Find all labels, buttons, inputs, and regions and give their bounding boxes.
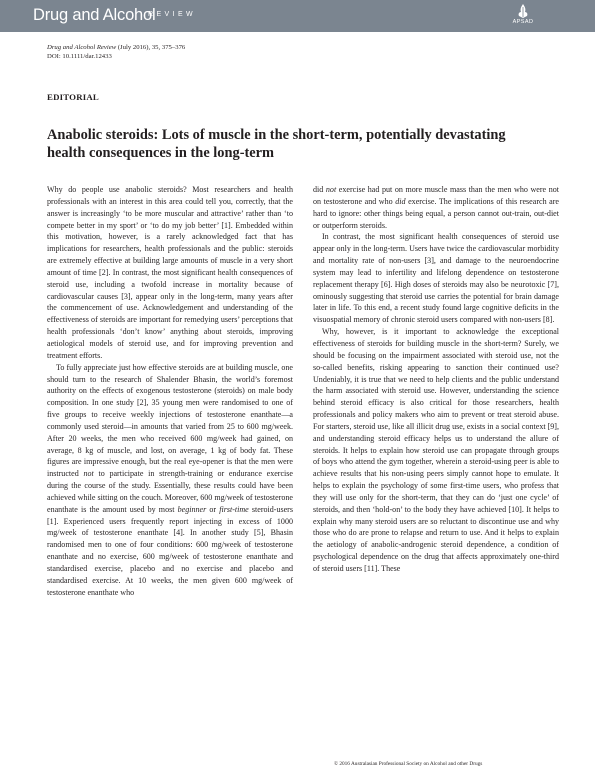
citation-issue: (July 2016), 35, 375–376 [116, 44, 186, 51]
text-run: did [313, 185, 326, 194]
emphasis: not [325, 185, 337, 194]
citation-doi: DOI: 10.1111/dar.12433 [47, 52, 112, 60]
society-logo-text: APSAD [512, 19, 534, 25]
journal-suffix: REVIEW [148, 11, 197, 18]
citation-journal: Drug and Alcohol Review [47, 44, 117, 51]
journal-banner [0, 0, 595, 32]
emphasis: not [83, 469, 94, 479]
emphasis: did [395, 196, 406, 206]
paragraph: Why do people use anabolic steroids? Most researchers and health professionals with an interest in this area could tell you, correctly, that the answer is increasingly ‘to be more muscular and attractive’ rather than ‘to compete better in my sport’ or ‘to do my job better’ [1]. Embedded within this motivation, however, is a rarely acknowledged fact that has implications for researchers, health professionals and the public: steroids are extremely effective at building large amounts of muscle in a very short amount of time [2]. In contrast, the most significant health consequences of steroid use, including a twofold increase in mortality because of cardiovascular causes [3], appear only in the long-term, many years after the commencement of use. Acknowledgement and understanding of the effectiveness of steroids are important for remedying users’ perceptions that health professionals ‘don’t know’ anything about steroids, improving aetiological models of steroid use, and for improving prevention and treatment efforts. [47, 185, 293, 360]
paragraph: In contrast, the most significant health consequences of steroid use appear only in the long-term. Users have twice the cardiovascular morbidity and mortality rate of non-users [3], and damage to the neuroendocrine system may lead to infertility and lifelong dependence on testosterone replacement therapy [6]. High doses of steroids may also be neurotoxic [7], ominously suggesting that steroid use carries the potential for brain damage later in life. To this end, a recent study found large cognitive deficits in the visuospatial memory of chronic steroid users compared with non-users [8]. [313, 232, 559, 325]
text-run: To fully appreciate just how effective steroids are at building muscle, one should turn to the research of Shalender Bhasin, the world’s foremost authority on the effects of exogenous testosterone (steroids) on male body composition. In one study [2], 35 young men were randomised to one of five groups to receive weekly injections of testosterone enanthate—a commonly used steroid—in amounts that varied from 25 to 600 mg/week. After 20 weeks, the men who received 600 mg/week had gained, on average, 8 kg of muscle, and lost, on average, 1 kg of body fat. These figures are impressive enough, but the real eye-opener is that the men were instructed [47, 362, 293, 479]
text-run: exercise. The implications of this research are hard to ignore: other things being equal, a person cannot out-train, out-diet or outperform steroids. [313, 196, 559, 230]
journal-name: Drug and Alcohol [33, 6, 156, 24]
text-run: exercise had put on more muscle mass than the men who were not on testosterone and who [313, 185, 559, 206]
society-emblem-icon [518, 4, 528, 18]
text-run: to participate in strength-training or endurance exercise during the course of the study. Essentially, these results could have been achieved while sitting on the couch. Moreover, 600 mg/week of testosterone enanthate is the amount used by most [47, 469, 293, 514]
section-label: EDITORIAL [47, 92, 99, 102]
body-column-right [313, 184, 559, 575]
paragraph [313, 184, 559, 231]
body-column-left [47, 184, 293, 599]
emphasis: first-time [219, 504, 249, 514]
citation-block [47, 44, 185, 61]
society-logo [509, 4, 537, 30]
paragraph [47, 362, 293, 599]
paragraph: Why, however, is it important to acknowledge the exceptional effectiveness of steroids for building muscle in the short-term? Surely, we should be focusing on the impairment associated with steroid use, not the so-called benefits, risking appearing to sanction their continued use? Undeniably, it is true that we need to help clients and the public understand the harm associated with steroid use. However, understanding the science behind steroid efficacy is also critical for those researchers, health professionals and policy makers who aim to prevent or treat steroid abuse. For starters, steroid use, like all illicit drug use, exists in a social context [9], and understanding steroid efficacy helps us to understand the allure of steroids. It helps to explain how steroid use can propagate through groups of boys who attend the gym together, wherein a steroid-using peer is able to achieve results that his non-using peers simply cannot hope to emulate. It helps to explain the psychology of some first-time users, who profess that they will use only for the short-term, that they can do ‘just one cycle’ of steroids, and then ‘hold-on’ to the body they have achieved [10]. It helps to explain why many steroid users are so reluctant to discontinue use and why those who do are prone to relapse and return to use. And it helps to explain the aetiology of anabolic-androgenic steroid dependence, a condition of psychological dependence on the drug that affects approximately one-third of steroid users [11]. These [313, 327, 559, 573]
text-run: steroid-users [1]. Experienced users frequently report injecting in excess of 1000 mg/week of testosterone enanthate [4]. In another study [5], Bhasin randomised men to one of four conditions: 600 mg/week of testosterone enanthate and no exercise, 600 mg/week of testosterone enanthate and standardised exercise, placebo and no exercise and placebo and standardised exercise. At 10 weeks, the men given 600 mg/week of testosterone enanthate who [47, 504, 293, 597]
article-title: Anabolic steroids: Lots of muscle in the short-term, potentially devastating health consequences in the long-term [47, 127, 506, 161]
text-run: or [206, 504, 220, 514]
emphasis: beginner [177, 504, 207, 514]
copyright-notice: © 2016 Australasian Professional Society on Alcohol and other Drugs [334, 761, 483, 767]
